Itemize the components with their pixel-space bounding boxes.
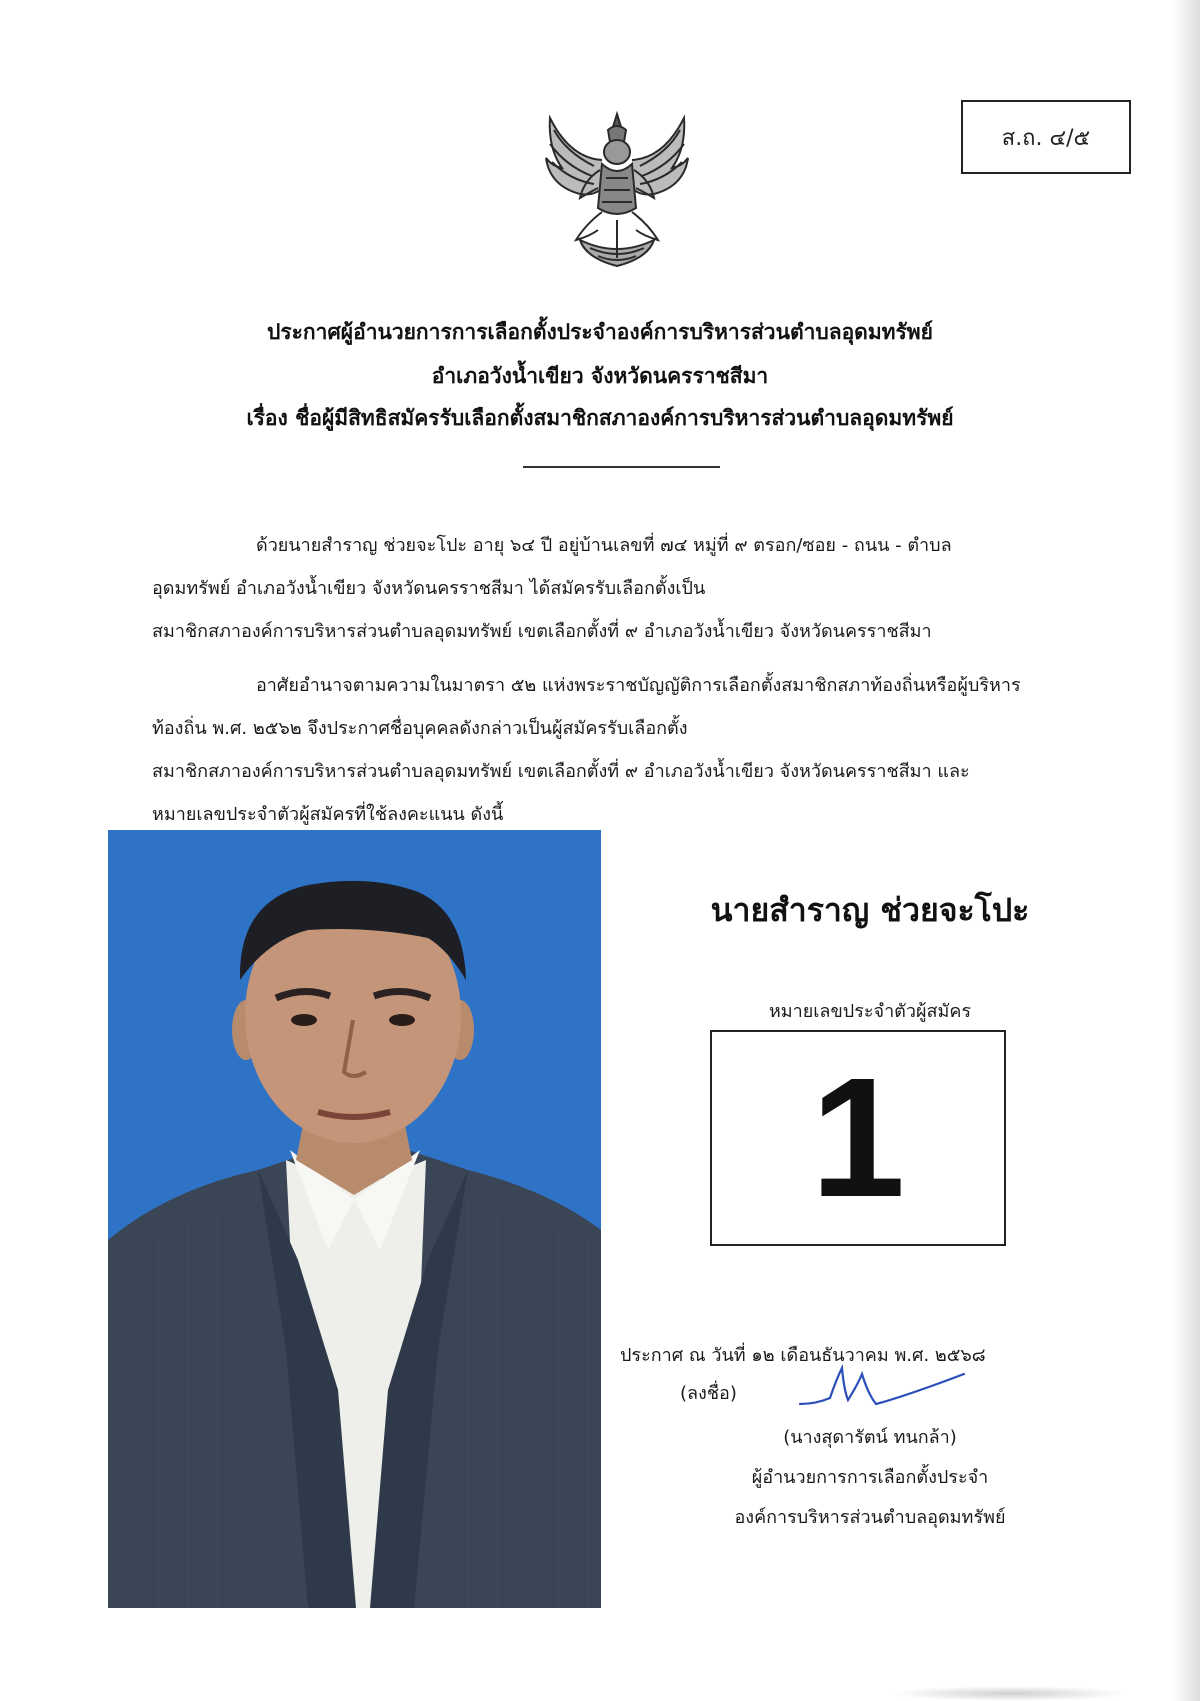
para1-line-1: ด้วยนายสำราญ ช่วยจะโปะ อายุ ๖๔ ปี อยู่บ้านเลขที่ ๗๔ หมู่ที่ ๙ ตรอก/ซอย - ถนน - ตำบล [256, 535, 952, 556]
candidate-number: 1 [810, 1043, 906, 1233]
signer-role-line-1: ผู้อำนวยการการเลือกตั้งประจำ [751, 1467, 989, 1488]
para1-line-3: สมาชิกสภาองค์การบริหารส่วนตำบลอุดมทรัพย์ เขตเลือกตั้งที่ ๙ อำเภอวังน้ำเขียว จังหวัดนครราชสีมา [152, 621, 932, 642]
candidate-photo [108, 830, 601, 1608]
heading-divider [523, 466, 720, 468]
candidate-number-box [710, 1030, 1006, 1246]
candidate-name: นายสำราญ ช่วยจะโปะ [710, 891, 1030, 929]
para2-line-3: สมาชิกสภาองค์การบริหารส่วนตำบลอุดมทรัพย์ เขตเลือกตั้งที่ ๙ อำเภอวังน้ำเขียว จังหวัดนครราชสีมา และ [152, 761, 970, 782]
signer-name: (นางสุดารัตน์ ทนกล้า) [783, 1427, 957, 1448]
announcement-date: ประกาศ ณ วันที่ ๑๒ เดือนธันวาคม พ.ศ. ๒๕๖๘ [620, 1345, 986, 1366]
candidate-number-label: หมายเลขประจำตัวผู้สมัคร [768, 1001, 972, 1022]
para1-line-2: อุดมทรัพย์ อำเภอวังน้ำเขียว จังหวัดนครราชสีมา ได้สมัครรับเลือกตั้งเป็น [152, 578, 706, 599]
form-code-box [961, 100, 1131, 174]
para2-line-2: ท้องถิ่น พ.ศ. ๒๕๖๒ จึงประกาศชื่อบุคคลดังกล่าวเป็นผู้สมัครรับเลือกตั้ง [152, 718, 688, 739]
portrait-illustration [108, 830, 601, 1608]
garuda-emblem-icon [540, 108, 694, 270]
para2-line-1: อาศัยอำนาจตามความในมาตรา ๕๒ แห่งพระราชบัญญัติการเลือกตั้งสมาชิกสภาท้องถิ่นหรือผู้บริหาร [256, 675, 1021, 696]
para2-line-4: หมายเลขประจำตัวผู้สมัครที่ใช้ลงคะแนน ดังนี้ [152, 804, 504, 825]
scan-edge-shadow [1172, 0, 1200, 1701]
heading-line-2: อำเภอวังน้ำเขียว จังหวัดนครราชสีมา [431, 364, 769, 388]
heading-line-1: ประกาศผู้อำนวยการการเลือกตั้งประจำองค์การบริหารส่วนตำบลอุดมทรัพย์ [267, 320, 933, 344]
form-code: ส.ถ. ๔/๕ [1001, 125, 1091, 151]
signature-label: (ลงชื่อ) [680, 1383, 737, 1404]
signature-icon [796, 1360, 968, 1412]
signer-role-line-2: องค์การบริหารส่วนตำบลอุดมทรัพย์ [734, 1507, 1006, 1528]
heading-subject: เรื่อง ชื่อผู้มีสิทธิสมัครรับเลือกตั้งสมาชิกสภาองค์การบริหารส่วนตำบลอุดมทรัพย์ [246, 406, 954, 430]
scan-bottom-shadow [890, 1686, 1130, 1701]
